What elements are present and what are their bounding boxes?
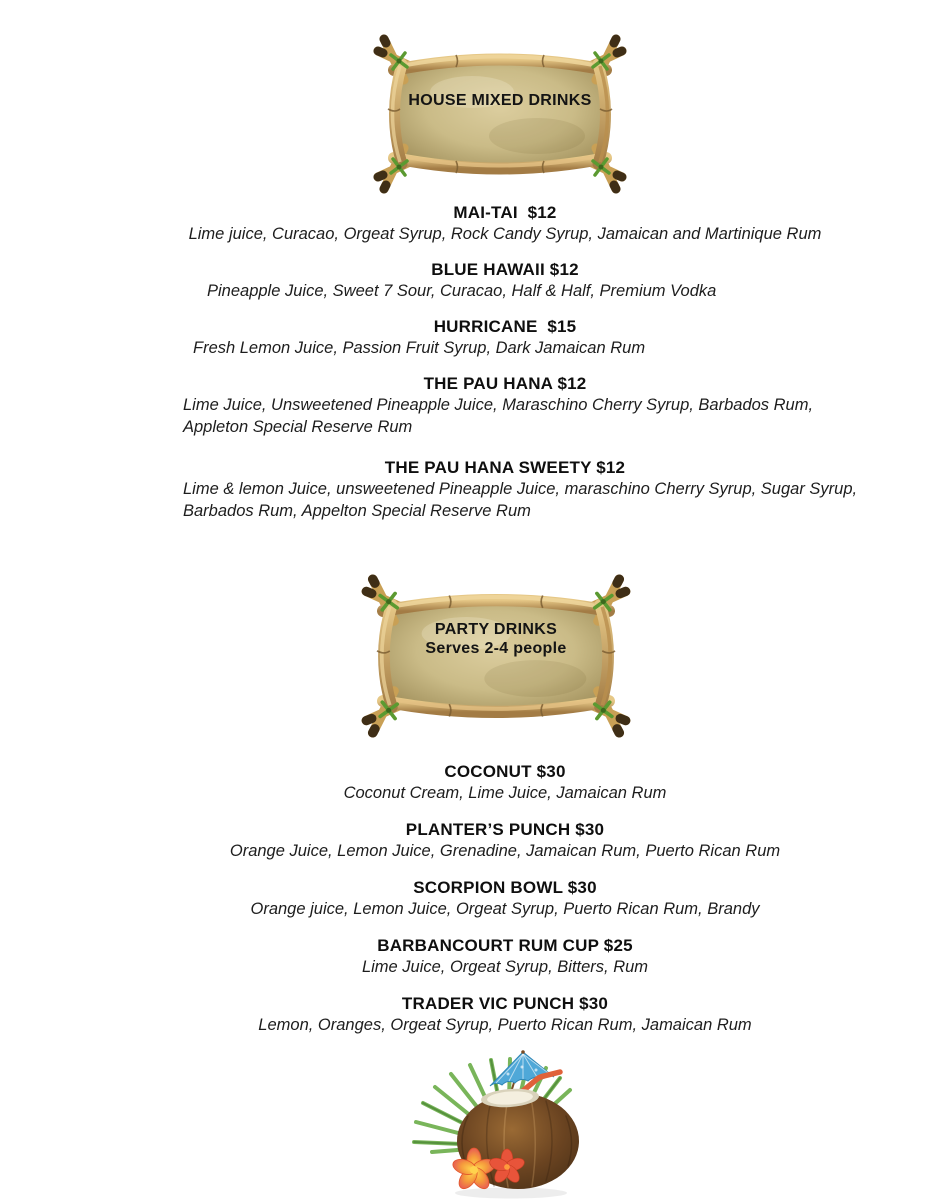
drink-name-and-price: THE PAU HANA $12 bbox=[423, 374, 587, 393]
bamboo-frame bbox=[372, 34, 628, 194]
drink-name-and-price: PLANTER’S PUNCH $30 bbox=[405, 820, 605, 839]
sign-title bbox=[372, 91, 628, 110]
bamboo-sign-house-mixed-drinks bbox=[372, 34, 628, 194]
menu-item bbox=[183, 316, 827, 359]
drink-ingredients: Orange juice, Lemon Juice, Orgeat Syrup, Puerto Rican Rum, Brandy bbox=[250, 900, 760, 918]
menu-item bbox=[183, 877, 827, 920]
menu-item bbox=[183, 819, 827, 862]
menu-item bbox=[183, 373, 827, 438]
drink-ingredients: Appleton Special Reserve Rum bbox=[183, 418, 413, 436]
drink-name-and-price: HURRICANE $15 bbox=[433, 317, 577, 336]
drink-ingredients: Barbados Rum, Appelton Special Reserve Rum bbox=[183, 502, 531, 520]
drink-ingredients: Orange Juice, Lemon Juice, Grenadine, Jamaican Rum, Puerto Rican Rum bbox=[229, 842, 781, 860]
menu-item bbox=[183, 935, 827, 978]
drink-ingredients: Coconut Cream, Lime Juice, Jamaican Rum bbox=[343, 784, 667, 802]
drink-ingredients: Pineapple Juice, Sweet 7 Sour, Curacao, Half & Half, Premium Vodka bbox=[207, 282, 717, 300]
party-drinks-list bbox=[183, 761, 827, 1051]
drink-ingredients: Lime Juice, Orgeat Syrup, Bitters, Rum bbox=[361, 958, 649, 976]
coconut-cocktail-illustration bbox=[396, 1046, 600, 1200]
sign-title-line: PARTY DRINKS bbox=[434, 621, 558, 638]
drink-ingredients: Lime juice, Curacao, Orgeat Syrup, Rock Candy Syrup, Jamaican and Martinique Rum bbox=[188, 225, 822, 243]
drink-name-and-price: TRADER VIC PUNCH $30 bbox=[401, 994, 609, 1013]
drink-name-and-price: SCORPION BOWL $30 bbox=[413, 878, 597, 897]
house-mixed-drinks-list bbox=[183, 202, 858, 536]
sign-title-line: HOUSE MIXED DRINKS bbox=[408, 92, 592, 109]
drink-name-and-price: THE PAU HANA SWEETY $12 bbox=[384, 458, 626, 477]
drink-name-and-price: MAI-TAI $12 bbox=[453, 203, 557, 222]
bamboo-sign-party-drinks bbox=[360, 574, 632, 738]
shadow bbox=[455, 1188, 567, 1199]
drink-ingredients: Lime Juice, Unsweetened Pineapple Juice, Maraschino Cherry Syrup, Barbados Rum, bbox=[183, 396, 814, 414]
menu-item bbox=[183, 259, 827, 302]
menu-item bbox=[183, 993, 827, 1036]
drink-ingredients: Lime & lemon Juice, unsweetened Pineapple Juice, maraschino Cherry Syrup, Sugar Syrup, bbox=[183, 480, 858, 498]
sign-title bbox=[360, 620, 632, 658]
menu-item bbox=[183, 457, 858, 522]
drink-name-and-price: COCONUT $30 bbox=[444, 762, 566, 781]
drink-ingredients: Lemon, Oranges, Orgeat Syrup, Puerto Rican Rum, Jamaican Rum bbox=[258, 1016, 752, 1034]
drink-name-and-price: BLUE HAWAII $12 bbox=[431, 260, 579, 279]
drink-name-and-price: BARBANCOURT RUM CUP $25 bbox=[377, 936, 633, 955]
drink-ingredients: Fresh Lemon Juice, Passion Fruit Syrup, Dark Jamaican Rum bbox=[193, 339, 646, 357]
menu-item bbox=[183, 202, 827, 245]
sign-subtitle-line: Serves 2-4 people bbox=[425, 640, 567, 657]
menu-item bbox=[183, 761, 827, 804]
